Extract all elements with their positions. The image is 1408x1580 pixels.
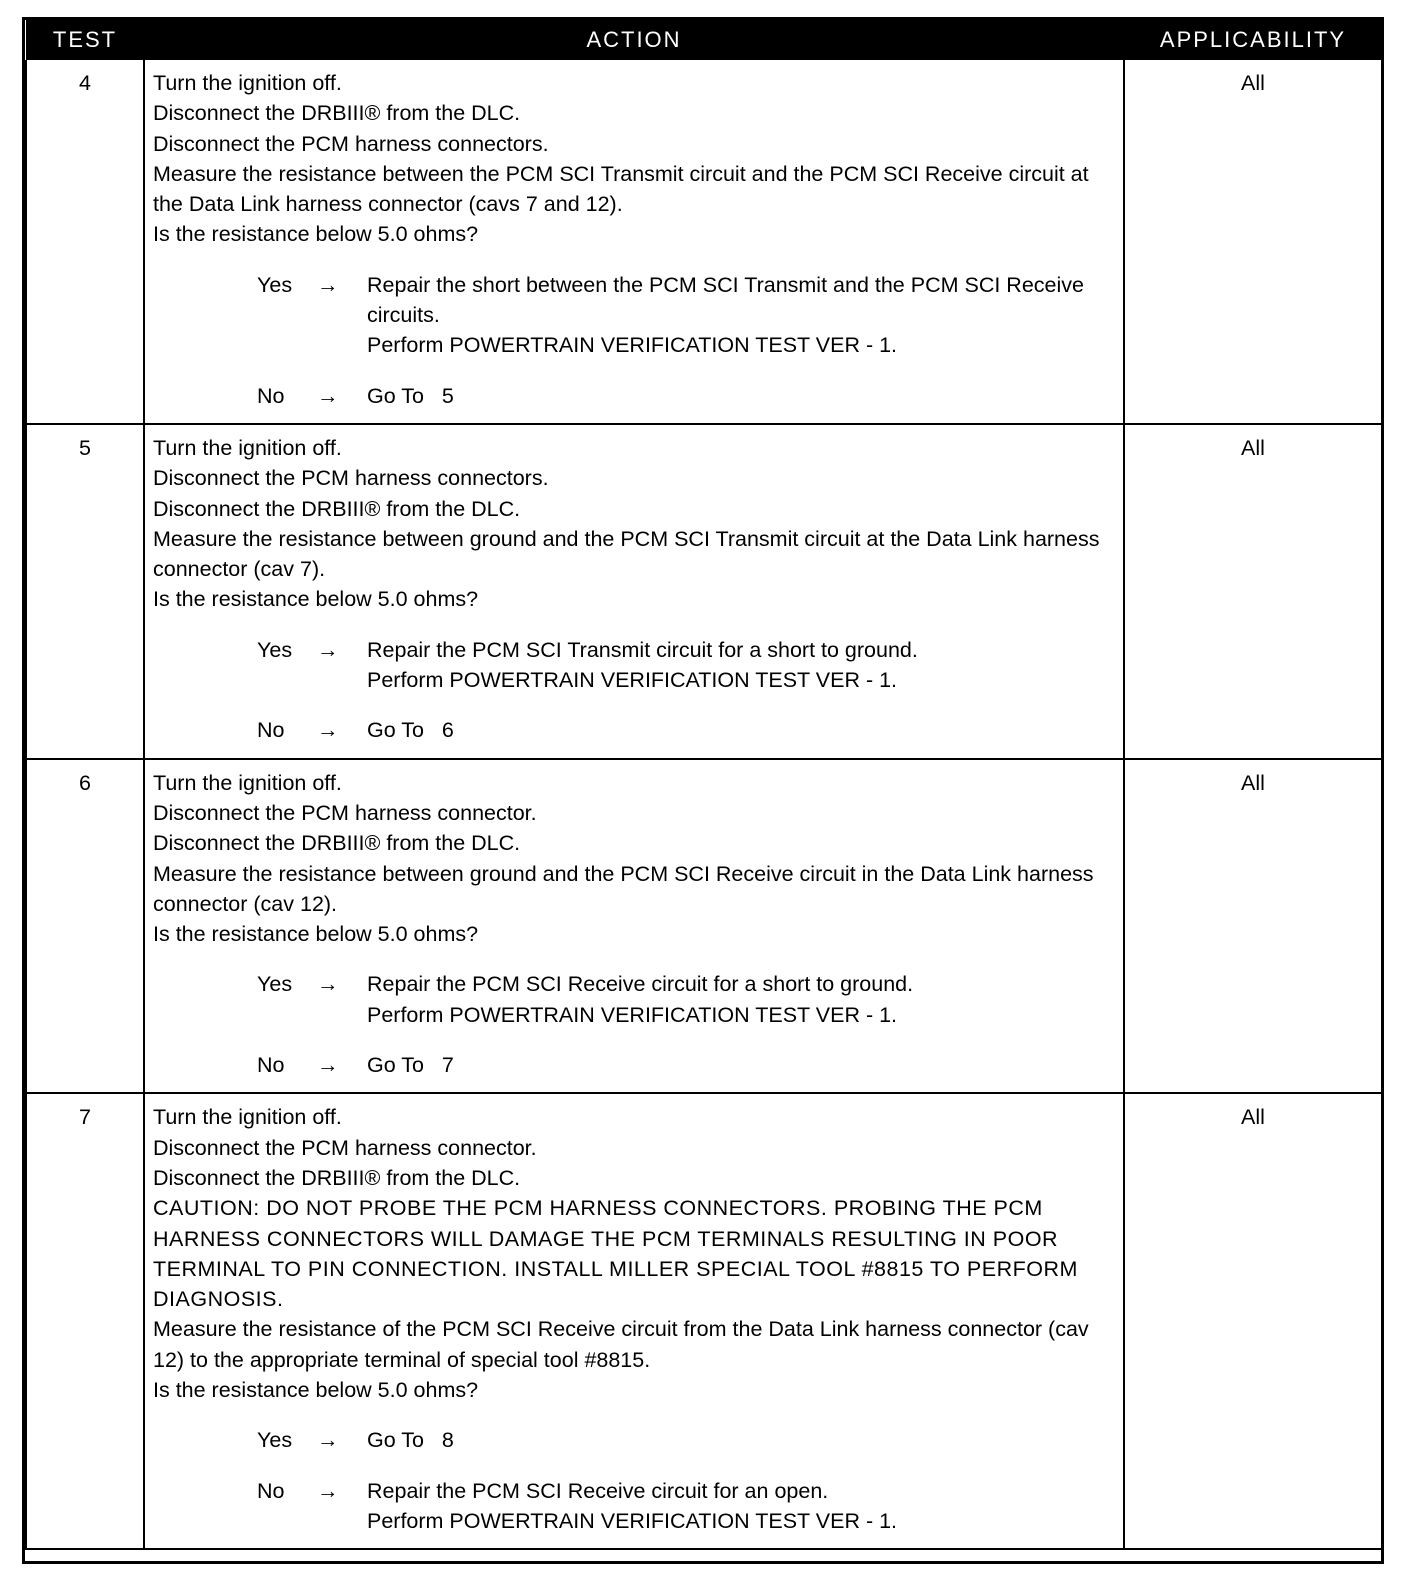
table-row [26,1093,1382,1549]
action-step: Disconnect the PCM harness connector. [153,800,537,825]
no-label: No [257,1478,285,1503]
action-cell [144,759,1124,1094]
yes-result-line: Repair the PCM SCI Transmit circuit for a short to ground. [367,637,918,662]
table-body [26,60,1382,1549]
yes-result [367,1425,1115,1455]
header-applicability: APPLICABILITY [1124,20,1382,60]
yes-result-line: Perform POWERTRAIN VERIFICATION TEST VER - 1. [367,1002,898,1027]
action-step: Disconnect the DRBIII® from the DLC. [153,831,521,856]
action-step: Measure the resistance between ground and the PCM SCI Transmit circuit at the Data Link harness connector (cav 7). [153,526,1100,582]
action-step: Disconnect the DRBIII® from the DLC. [153,1165,521,1190]
arrow-icon: → [317,972,339,997]
yes-answer [257,969,1115,1030]
action-step: Disconnect the PCM harness connectors. [153,466,549,491]
action-step: Is the resistance below 5.0 ohms? [153,922,479,947]
yes-label: Yes [257,272,293,297]
applicability-value: All [1124,60,1382,424]
action-cell [144,60,1124,424]
arrow-icon: → [317,272,339,297]
table-row [26,759,1382,1094]
no-result [367,715,1115,745]
test-number: 5 [26,424,144,759]
arrow-icon: → [317,1053,339,1078]
yes-result-line: Perform POWERTRAIN VERIFICATION TEST VER - 1. [367,668,898,693]
action-step: Is the resistance below 5.0 ohms? [153,222,479,247]
no-answer [257,381,1115,411]
header-action: ACTION [144,20,1124,60]
yes-result-line: Perform POWERTRAIN VERIFICATION TEST VER - 1. [367,333,898,358]
action-step: Disconnect the DRBIII® from the DLC. [153,101,521,126]
yes-answer [257,635,1115,696]
test-number: 4 [26,60,144,424]
yes-result [367,969,1115,1030]
action-step: Is the resistance below 5.0 ohms? [153,1377,479,1402]
action-step: Measure the resistance of the PCM SCI Receive circuit from the Data Link harness connector (cav 12) to the appropriate terminal of special tool #8815. [153,1317,1089,1372]
action-cell [144,1093,1124,1549]
no-answer [257,715,1115,745]
action-step: Measure the resistance between the PCM SCI Transmit circuit and the PCM SCI Receive circuit at the Data Link harness connector (cavs 7 and 12). [153,161,1089,217]
action-step: Turn the ignition off. [153,1105,342,1130]
no-result-line: Perform POWERTRAIN VERIFICATION TEST VER - 1. [367,1508,898,1533]
no-answer [257,1476,1115,1537]
arrow-icon: → [317,383,339,408]
yes-result-line: Repair the PCM SCI Receive circuit for a short to ground. [367,972,914,997]
arrow-icon: → [317,1428,339,1453]
applicability-value: All [1124,424,1382,759]
table-row [26,60,1382,424]
yes-result [367,635,1115,696]
test-table [25,20,1383,1550]
yes-answer [257,1425,1115,1455]
no-answer [257,1050,1115,1080]
test-number: 6 [26,759,144,1094]
no-result-line: Go To 7 [367,1053,454,1078]
yes-result [367,270,1115,361]
yes-label: Yes [257,972,293,997]
action-step: Is the resistance below 5.0 ohms? [153,587,479,612]
action-step: Disconnect the PCM harness connectors. [153,131,549,156]
yes-label: Yes [257,1428,293,1453]
test-number: 7 [26,1093,144,1549]
action-step: Disconnect the DRBIII® from the DLC. [153,496,521,521]
no-result [367,381,1115,411]
no-result [367,1476,1115,1537]
no-result-line: Go To 5 [367,383,454,408]
action-cell [144,424,1124,759]
action-step: CAUTION: DO NOT PROBE THE PCM HARNESS CONNECTORS. PROBING THE PCM HARNESS CONNECTORS WILL DAMAGE THE PCM TERMINALS RESULTING IN POOR TERMINAL TO PIN CONNECTION. INSTALL MILLER SPECIAL TOOL #8815 TO PERFORM DIAGNOSIS. [153,1196,1078,1312]
no-result-line: Go To 6 [367,718,454,743]
answers [153,635,1115,746]
action-step: Turn the ignition off. [153,435,342,460]
diagnostic-test-table [22,17,1384,1564]
yes-result-line: Repair the short between the PCM SCI Transmit and the PCM SCI Receive circuits. [367,272,1090,328]
no-result-line: Repair the PCM SCI Receive circuit for an open. [367,1478,829,1503]
action-step: Turn the ignition off. [153,71,342,95]
answers [153,1425,1115,1536]
answers [153,270,1115,411]
no-label: No [257,383,285,408]
yes-label: Yes [257,637,293,662]
applicability-value: All [1124,759,1382,1094]
action-step: Turn the ignition off. [153,770,342,795]
arrow-icon: → [317,718,339,743]
action-step: Disconnect the PCM harness connector. [153,1135,537,1160]
no-result [367,1050,1115,1080]
table-header-row [26,20,1382,60]
no-label: No [257,718,285,743]
arrow-icon: → [317,1478,339,1503]
applicability-value: All [1124,1093,1382,1549]
yes-result-line: Go To 8 [367,1428,454,1453]
yes-answer [257,270,1115,361]
header-test: TEST [26,20,144,60]
answers [153,969,1115,1080]
no-label: No [257,1053,285,1078]
arrow-icon: → [317,637,339,662]
action-step: Measure the resistance between ground and the PCM SCI Receive circuit in the Data Link harness connector (cav 12). [153,861,1094,916]
table-row [26,424,1382,759]
